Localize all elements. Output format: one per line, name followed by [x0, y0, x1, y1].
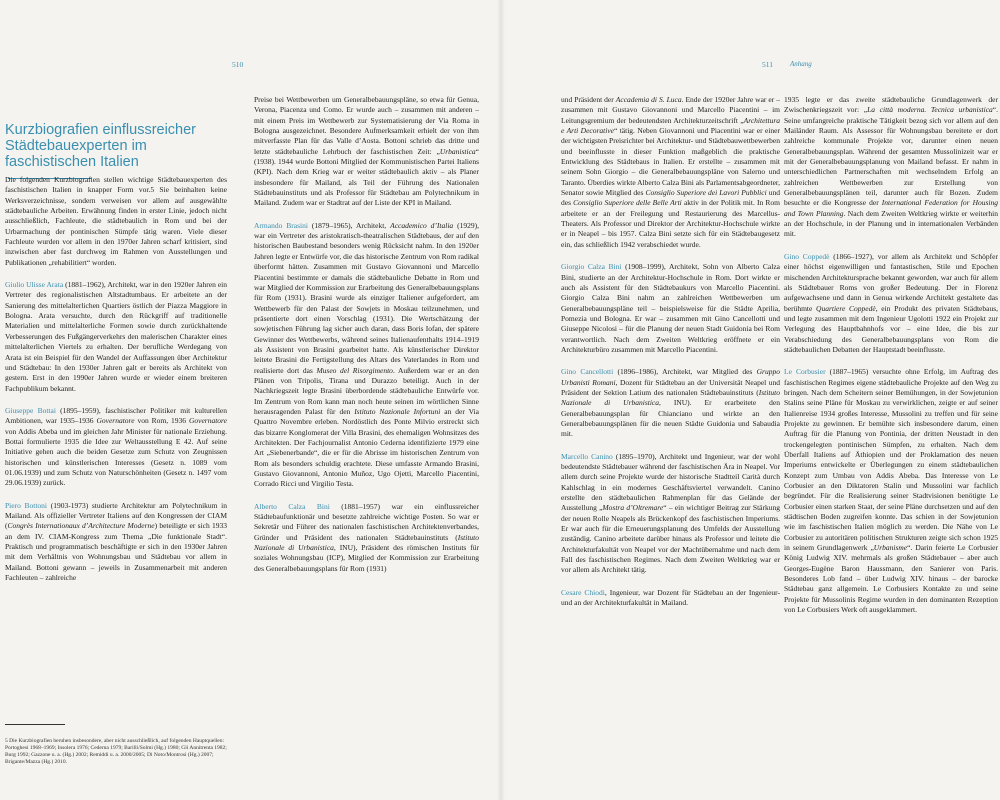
bio-name: Le Corbusier — [784, 367, 826, 377]
bio-text: und Präsident der — [561, 95, 616, 104]
bio-emphasis: Istituto Nazionale di Urbanistica — [561, 387, 780, 408]
bio-alberto-calza-bini-continued — [561, 95, 780, 250]
running-head: Anhang — [790, 60, 812, 68]
bio-text: (1895–1959), faschistischer Politiker mit kulturellen Ambitionen, war 1935–1936 — [5, 405, 227, 426]
bio-text: . Ende der 1920er Jahre war er – zusammen mit Gustavo Giovannoni und Marcello Piacentini – im Leitungsgremium der bedeutendsten Architekturzeitschrift „ — [561, 95, 780, 125]
bio-name: Gino Coppedè — [784, 251, 830, 261]
bio-le-corbusier — [784, 367, 998, 615]
bio-chiodi — [561, 588, 780, 609]
footnote: 5 Die Kurzbiografien beruhen insbesondere, aber nicht ausschließlich, auf folgenden Hauptquellen: Portoghesi 1968–1969; Insolera 1976; Cederna 1979; Barilli/Solmi (Hg.) 1980; Gli Annitrenta 1982; Burg 1992; Gazzone u. a. (Hg.) 2002; Remiddi u. a. 2000/2005; Di Noto/Montrosi (Hg.) 2007; Brigante/Mazza (Hg.) 2010. — [5, 738, 227, 765]
bio-emphasis: Urbanisme — [873, 543, 908, 553]
bio-emphasis: Consiglio Superiore dei Lavori Pubblici — [645, 188, 767, 198]
bio-name: Piero Bottoni — [5, 500, 48, 510]
page-gutter — [497, 0, 505, 800]
bio-text: “ tätig. Neben Giovannoni und Piacentini war er einer der wichtigsten Preisrichter bei Architektur- und Städtebauwettbewerben und beeinflusste in dieser Funktion maßgeblich die praktische Entwicklung des Städtebaus in Italien. Er erstellte – zusammen mit seinem Sohn Giorgio – die Generalbebauungspläne von Salerno und Taranto. Überdies wirkte Alberto Calza Bini als Parlamentsabgeordneter, Senator sowie Mitglied des — [561, 126, 780, 198]
bio-emphasis: La città moderna. Tecnica urbanistica — [867, 105, 993, 115]
bio-text: , Dozent für Städtebau an der Universität Neapel und Präsident der Sektion Latium des nationalen Städtebauinstituts ( — [561, 377, 780, 397]
bio-emphasis: Accademico d’Italia — [390, 220, 454, 230]
bio-text: “ – ein wichtiger Beitrag zur Stärkung der neuen Rolle Neapels als Brückenkopf des faschistischen Imperiums. Er war auch für die Erneuerungsplanung des Umfelds der Ausstellung zuständig. Canino arbeitete darüber hinaus als Professor und leitete die Architekturfakultät von Neapel vor der Machtübernahme und nach dem Fall des faschistischen Regimes. Nach dem Zweiten Weltkrieg war er vor allem als Architekt tätig. — [561, 503, 780, 575]
intro-text: Die folgenden Kurzbiografien stellen wichtige Städtebauexperten des faschistischen Italien in knapper Form vor.5 Sie beinhalten keine Werksverzeichnisse, sondern verweisen vor allem auf ausgewählte städtebauliche Arbeiten. Erwähnung finden in erster Linie, jedoch nicht ausschließlich, Fachleute, die städtebaulich in Rom und bei der Urbarmachung der pontinischen Sümpfe tätig waren. Viele dieser Fachleute wurden vor allem in den 1970er Jahren scharf kritisiert, sind inzwischen aber fast durchweg im Rahmen von Ausstellungen und Publikationen „rehabilitiert“ worden. — [5, 175, 227, 267]
bio-text: (1929), war ein Vertreter des aristokratisch-theatralischen Städtebaus, der auf den historischen Baubestand besonders wenig Rücksicht nahm. In den 1920er Jahren legte er Entwürfe vor, die das historische Zentrum von Rom radikal überformt hätten. Zusammen mit Gustavo Giovannoni und Marcello Piacentini bestimmte er damals die städtebauliche Debatte in Rom und war Mitglied der Kommission zur Erarbeitung des Generalbebauungsplans für Rom (1931). Brasini wurde als einziger Italiener aufgefordert, am Wettbewerb für den Palast der Sowjets in Moskau teilzunehmen, und präsentierte dort einen Vorschlag (1931). Die Wertschätzung der sowjetischen Führung lag sicher auch daran, dass Boris Iofan, der spätere Gewinner des Wettbewerbs, während seines Italienaufenthalts 1914–1919 als Assistent von Brasini gearbeitet hatte. Als künstlerischer Direktor leitete Brasini die Fertigstellung des Altars des Vaterlandes in Rom und realisierte dort das — [254, 220, 479, 375]
bio-text: an der Via Quattro Novembre erleben. Nordöstlich des Ponte Milvio erstreckt sich das bizarre Konglomerat der Villa Brasini, des ehemaligen Wohnsitzes des Architekten. Der Fachjournalist Antonio Cederna identifizierte 1979 eine Art „Siebenerbande“, die er für die Abrisse im historischen Zentrum von Rom als besonders schuldig erachtete. Diese umfasste Armando Brasini, Gustavo Giovannoni, Antonio Muñoz, Ugo Ojetti, Marcello Piacentini, Corrado Ricci und Virgilio Testa. — [254, 406, 479, 489]
bio-name: Giulio Ulisse Arata — [5, 280, 64, 290]
right-page-number: 511 — [762, 60, 773, 69]
column-3 — [561, 95, 780, 620]
left-page-number: 510 — [232, 60, 244, 69]
bio-text: von Rom, 1936 — [134, 416, 189, 426]
bio-name: Armando Brasini — [254, 220, 308, 230]
bio-name: Giorgio Calza Bini — [561, 262, 622, 272]
bio-text: von Addis Abeba und im gleichen Jahr Minister für nationale Erziehung. Bottai formulierte 1935 die Idee zur Weltausstellung E 42. Auf seine Initiative gehen auch die beiden Gesetze zum Schutz von Zeugnissen historischen und künstlerischen Interesses (Gesetz n. 1089 vom 01.06.1939) und zum Schutz von Naturschönheiten (Gesetz n. 1497 vom 29.06.1939) zurück. — [5, 426, 227, 488]
bio-name: Alberto Calza Bini — [254, 501, 330, 511]
bio-text: 1935 legte er das zweite städtebauliche Grundlagenwerk der Zwischenkriegszeit vor: „ — [784, 95, 998, 115]
column-2 — [254, 95, 479, 586]
bio-bottoni — [5, 501, 227, 584]
bio-text: “. Seine umfangreiche praktische Tätigkeit bezog sich vor allem auf den Mailänder Raum. Als Assessor für Wohnungsbau bereitete er dort zahlreiche kommunale Projekte vor, darunter einen neuen Generalbebauungsplan. Während der gesamten Mussolinizeit war er mit der Generalbebauungsplanung von Mailand befasst. Er nahm in unterschiedlichen Partnerschaften mit wechselndem Erfolg an zahlreichen Wettbewerben zur Erstellung von Generalbebauungsplänen teil, darunter auch für Bozen. Zudem besuchte er die Kongresse der — [784, 105, 998, 208]
bio-emphasis: Architettura e Arti Decorative — [561, 115, 780, 136]
bio-text: (1881–1962), Architekt, war in den 1920er Jahren ein Vertreter des regionalistischen Altstadtumbaus. Er arbeitete an der Sanierung des mittelalterlichen Quartiers östlich der Piazza Maggiore in Bologna. Arata versuchte, durch den Rückgriff auf traditionelle Materialien und mittelalterliche Formen sowie durch zurückhaltende Verbesserungen des Fußgängerverkehrs den malerischen Charakter eines mittelalterlichen Viertels zu erhalten. Der berufliche Werdegang von Arata ist ein Beispiel für den Wandel der Auffassungen über Architektur und Städtebau: In den 1930er Jahren galt er bereits als Architekt von gestern. Erst in den 1990er Jahren wurde er wieder einem breiteren Fachpublikum bekannt. — [5, 280, 227, 393]
bio-bottai — [5, 406, 227, 489]
bio-text: (1879–1965), Architekt, — [307, 220, 391, 230]
bio-text: . Außerdem war er an den Plänen von Tripolis, Tirana und Durazzo beteiligt. Auch in der Nachkriegszeit legte Brasini überbordende städtebauliche Entwürfe vor. Im Zentrum von Rom kann man noch heute seinen im wörtlichen Sinne herausragenden Palast für den — [254, 365, 479, 416]
bio-emphasis: Istituto Nazionale Infortuni — [354, 406, 441, 416]
bio-armando-brasini — [254, 221, 479, 490]
bio-emphasis: Museo del Risorgimento — [316, 365, 393, 375]
bio-text: und des — [561, 188, 780, 208]
bio-name: Giuseppe Bottai — [5, 405, 56, 415]
bio-emphasis: Quartiere Coppedè — [816, 303, 876, 313]
bio-cancellotti — [561, 367, 780, 439]
bio-emphasis: Governatore — [188, 416, 227, 426]
bio-emphasis: Urbanistica — [439, 146, 476, 156]
bio-emphasis: Congrès Internationaux d’Architecture Moderne — [7, 521, 155, 531]
bio-text: (1903-1973) studierte Architektur am Polytechnikum in Mailand. Als offizieller Vertreter Italiens auf den Kongressen der CIAM ( — [5, 500, 228, 531]
bio-text: (1866–1927), vor allem als Architekt und Schöpfer einer höchst eigenwilligen und fantastischen, Stile und Epochen mischenden Architektursprache bekannt geworden, war auch für allem als Städtebauer Roms von großer Bedeutung. Der in Florenz aufgewachsene und dann in Genua wirkende Architekt gestaltete das berühmte — [784, 251, 998, 313]
bio-name: Gino Cancellotti — [561, 367, 614, 377]
bio-text: Preise bei Wettbewerben um Generalbebauungspläne, so etwa für Genua, Verona, Piacenza und Como. Er wurde auch – zusammen mit anderen – mit einem Preis im Wettbewerb zur Systematisierung der Via Roma in Bologna ausgezeichnet. Besondere Aufmerksamkeit erhielt der von ihm mitverfasste Plan für das Valle d’Aosta. Bottoni schrieb das dritte und letzte städtebauliche Lehrbuch der faschistischen Zeit: „ — [254, 95, 479, 156]
bio-text: , Ingenieur, war Dozent für Städtebau an der Ingenieur- und an der Architekturfakultät in Mailand. — [561, 587, 780, 608]
bio-text: aktiv in der Politik mit. In Rom arbeitete er an der Freilegung und Restaurierung des Marcellus-Theaters. Als Professor und Direktor der Architektur-Hochschule wirkte er in Neapel – bis 1957. Calza Bini setzte sich für ein Städtebaugesetz ein, das schließlich 1942 verabschiedet wurde. — [561, 198, 780, 249]
bio-emphasis: International Federation for Housing and Town Planning — [784, 198, 998, 218]
bio-canino — [561, 452, 780, 576]
bio-text: . Nach dem Zweiten Weltkrieg wirkte er weiterhin an der Hochschule, in der Planung und in internationalen Verbänden mit. — [784, 208, 998, 239]
bio-text: (1887–1965) versuchte ohne Erfolg, im Auftrag des faschistischen Regimes eigene städtebauliche Projekte auf den Weg zu bringen. Nach dem Scheitern seiner Bemühungen, in der Sowjetunion Stalins seine Pläne für Moskau zu verwirklichen, zeigte er auf seiner Italienreise 1934 großes Interesse, Mussolini zu treffen und für seine Projekte zu gewinnen. Er bemühte sich insbesondere darum, einen Auftrag für die Planung von Pontinia, der dritten Neustadt in den trockengelegten pontinischen Sümpfen, zu erhalten. Nach dem Überfall Italiens auf Äthiopien und der Proklamation des neuen Imperiums entwickelte er Überlegungen zu einem städtebaulichen Konzept zum Umbau von Addis Abeba. Das Interesse von Le Corbusier an den Diktatoren Stalin und Mussolini war fachlich begründet. Für die Realisierung seiner Stadtvisionen benötigte Le Corbusier einen starken Staat, der seine Pläne durchsetzen und auf den städtischen Boden zugreifen konnte. Das schien in der Sowjetunion wie im faschistischen Italien möglich zu werden. Die Nähe von Le Corbusier zu autoritären politischen Strukturen zeigte sich schon 1925 in seinem Grundlagenwerk „ — [784, 367, 998, 553]
bio-text: (1881–1957) war ein einflussreicher Städtebaufunktionär und besetzte zahlreiche wichtige Posten. So war er Sekretär und Führer des nationalen faschistischen Architektenverbandes, Gründer und Präsident des nationalen Städtebauinstituts ( — [254, 501, 479, 542]
bio-alberto-calza-bini — [254, 502, 479, 574]
bio-text: (1908–1999), Architekt, Sohn von Alberto Calza Bini, studierte an der Architektur-Hochschule in Rom. Dort wirkte er auch als Assistent für den Städtebaukurs von Marcello Piacentini. Giorgio Calza Bini nahm an zahlreichen Wettbewerben um Generalbebauungspläne teil – beispielsweise für die Städte Aprilia, Pomezia und Bologna. Er war – zusammen mit Gino Cancellotti und Giuseppe Nicolosi – für die Planung der neuen Stadt Guidonia bei Rom verantwortlich. Nach dem Zweiten Weltkrieg eröffnete er ein Architekturbüro zusammen mit Marcello Piacentini. — [561, 262, 780, 354]
bio-emphasis: Consiglio Superiore delle Belle Arti — [573, 198, 682, 208]
bio-bottoni-continued — [254, 95, 479, 209]
column-4 — [784, 95, 998, 628]
bio-emphasis: Gruppo Urbanisti Romani — [561, 367, 780, 387]
bio-giorgio-calza-bini — [561, 262, 780, 355]
bio-text: “. Darin feierte Le Corbusier König Ludwig XIV. mehrmals als großen Städtebauer – aber auch Georges-Eugène Baron Haussmann, den Sanierer von Paris. Besonderes Lob fand – über Ludwig XIV. hinaus – der barocke Städtebau ganz allgemein. Le Corbusiers Kontakte zu und seine Projekte für Mussolinis Regime wurden in den dominanten Rezeption von Le Corbusiers Werk oft ausgeklammert. — [784, 543, 998, 615]
bio-chiodi-continued — [784, 95, 998, 240]
bio-text: , INU). Er erarbeitete den Generalbebauungsplan für Chianciano und wirkte an den Generalbebauungsplänen für die neuen Städte Guidonia und Sabaudia mit. — [561, 398, 780, 439]
bio-arata — [5, 280, 227, 394]
bio-text: (1895–1970), Architekt und Ingenieur, war der wohl bedeutendste Städtebauer während der faschistischen Ära in Neapel. Vor allem durch seine Projekte wurde der historische Stadtteil Carità durch Kahlschlag in ein modernes Geschäftsviertel verwandelt. Canino erstellte den städtebaulichen Rahmenplan für das Gelände der Ausstellung „ — [561, 451, 780, 513]
bio-emphasis: Istituto Nazionale di Urbanistica — [254, 532, 479, 553]
bio-text: (1896–1986), Architekt, war Mitglied des — [613, 367, 757, 377]
bio-emphasis: Accademia di S. Luca — [615, 95, 682, 104]
bio-coppede — [784, 252, 998, 355]
bio-name: Cesare Chiodi — [561, 587, 605, 597]
bio-emphasis: Mostra d’Oltremare — [602, 503, 664, 513]
bio-text: , ein Produkt des privaten Städtebaus, und legte zusammen mit dem Ingenieur Ugolotti 1922 ein Projekt zur Verlegung des Hauptbahnhofs vor – eine Idee, die bis zur Verabschiedung des Generalbebauungsplans von Rom die städtebaulichen Debatten der Hauptstadt beeinflusste. — [784, 303, 998, 354]
footnote-rule — [5, 724, 65, 725]
section-heading-text: Kurzbiografien einflussreicher Städtebauexperten im faschistischen Italien — [5, 122, 197, 170]
bio-text: “ (1938). 1944 wurde Bottoni Mitglied der Kommunistischen Partei Italiens (KPI). Nach dem Krieg war er weiter städtebaulich aktiv – als Planer insbesondere für Mailand, als Teil der Führung des Nationalen Städtebauinstituts und als Professor für Städtebau am Polytechnikum in Mailand. Zudem war er Stadtrat auf der Liste der KPI in Mailand. — [254, 146, 479, 208]
intro-paragraph — [5, 175, 227, 583]
bio-text: , INU), Präsident des römischen Instituts für soziales Wohnungsbau (ICP), Mitglied der Kommission zur Erarbeitung des Generalbebauungsplans für Rom (1931) — [254, 543, 479, 573]
bio-emphasis: Governatore — [96, 416, 135, 426]
bio-text: ) beteiligte er sich 1933 an dem IV. CIAM-Kongress zum Thema „Die funktionale Stadt“. Praktisch und programmatisch beschäftigte er sich in den 1930er Jahren mit dem Verhältnis von Wohnungsbau und Städtebau vor allem in Mailand. Bottoni gewann – jeweils in Zusammenarbeit mit anderen Fachleuten – zahlreiche — [5, 521, 227, 583]
bio-name: Marcello Canino — [561, 451, 613, 461]
